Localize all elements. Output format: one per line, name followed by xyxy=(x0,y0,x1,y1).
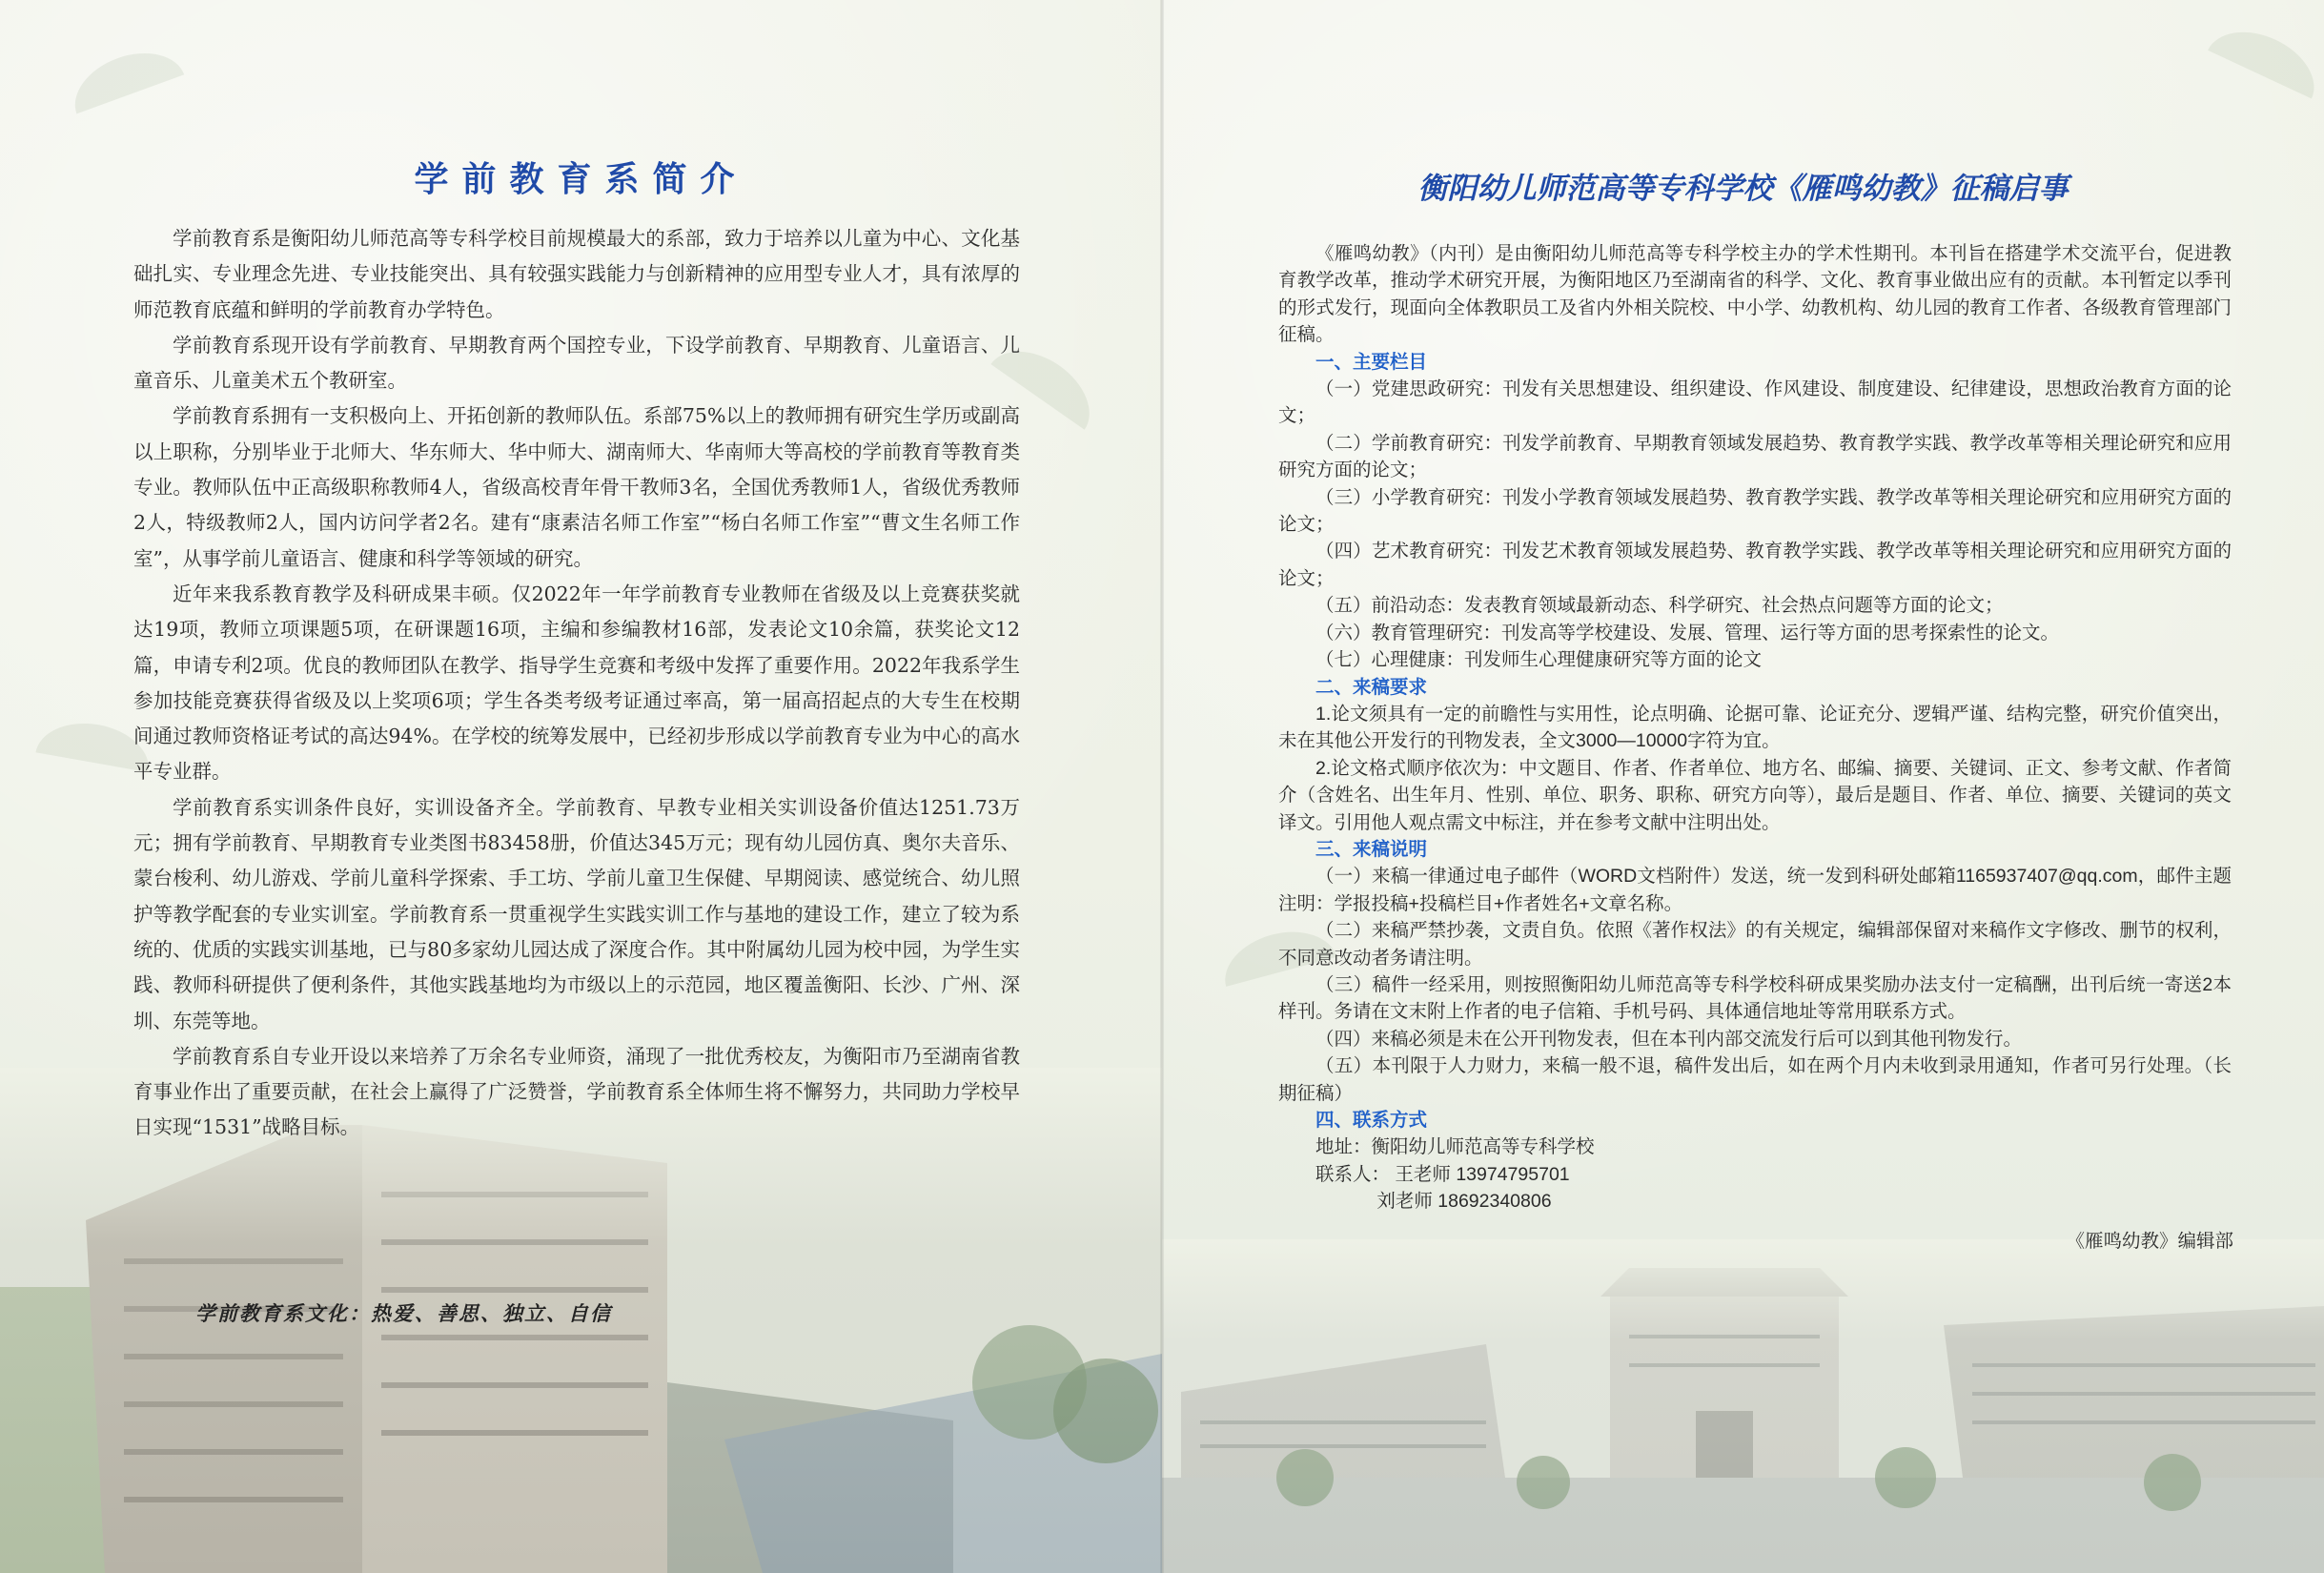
list-item: （四）来稿必须是未在公开刊物发表，但在本刊内部交流发行后可以到其他刊物发行。 xyxy=(1315,1028,2023,1050)
address: 地址：衡阳幼儿师范高等专科学校 xyxy=(1315,1136,1595,1158)
page-title: 学前教育系简介 xyxy=(414,160,748,199)
list-item: （二）来稿严禁抄袭，文责自负。依照《著作权法》的有关规定，编辑部保留对来稿作文字修改、删节的权利，不同意改动者务请注明。 xyxy=(1278,920,2232,969)
list-item: （一）党建思政研究：刊发有关思想建设、组织建设、作风建设、制度建设、纪律建设，思想政治教育方面的论文； xyxy=(1278,378,2232,427)
list-item: （四）艺术教育研究：刊发艺术教育领域发展趋势、教育教学实践、教学改革等相关理论研究和应用研究方面的论文； xyxy=(1278,541,2232,589)
paragraph: 学前教育系实训条件良好，实训设备齐全。学前教育、早教专业相关实训设备价值达1251.73万元；拥有学前教育、早期教育专业类图书83458册，价值达345万元；现有幼儿园仿真、奥尔夫音乐、蒙台梭利、幼儿游戏、学前儿童科学探索、手工坊、学前儿童卫生保健、早期阅读、感觉统合、幼儿照护等教学配套的专业实训室。学前教育系一贯重视学生实践实训工作与基地的建设工作，建立了较为系统的、优质的实践实训基地，已与80多家幼儿园达成了深度合作。其中附属幼儿园为校中园，为学生实践、教师科研提供了便利条件，其他实践基地均为市级以上的示范园，地区覆盖衡阳、长沙、广州、深圳、东莞等地。 xyxy=(133,795,1020,1032)
list-item: （三）小学教育研究：刊发小学教育领域发展趋势、教育教学实践、教学改革等相关理论研究和应用研究方面的论文； xyxy=(1278,486,2232,536)
contact-person: 联系人： 王老师 13974795701 xyxy=(1315,1163,1570,1185)
leaf-decoration xyxy=(2208,16,2324,99)
right-page xyxy=(1162,0,2324,1573)
call-for-papers-body xyxy=(1278,240,2232,1216)
section-heading: 一、主要栏目 xyxy=(1315,351,1428,373)
section-heading: 三、来稿说明 xyxy=(1315,838,1428,860)
paragraph: 学前教育系自专业开设以来培养了万余名专业师资，涌现了一批优秀校友，为衡阳市乃至湖南省教育事业作出了重要贡献，在社会上赢得了广泛赞誉，学前教育系全体师生将不懈努力，共同助力学校早日实现“1531”战略目标。 xyxy=(133,1044,1020,1139)
list-item: 1.论文须具有一定的前瞻性与实用性，论点明确、论据可靠、论证充分、逻辑严谨、结构完整，研究价值突出，未在其他公开发行的刊物发表，全文3000—10000字符为宜。 xyxy=(1278,703,2232,752)
intro-body xyxy=(133,221,1020,1146)
book-spine xyxy=(1160,0,1164,1573)
list-item: 2.论文格式顺序依次为：中文题目、作者、作者单位、地方名、邮编、摘要、关键词、正文、参考文献、作者简介（含姓名、出生年月、性别、单位、职务、职称、研究方向等），最后是题目、作者、单位、摘要、关键词的英文译文。引用他人观点需文中标注，并在参考文献中注明出处。 xyxy=(1278,757,2232,833)
list-item: （七）心理健康：刊发师生心理健康研究等方面的论文 xyxy=(1315,649,1763,671)
campus-rendering-image xyxy=(1162,1239,2324,1573)
page-title: 衡阳幼儿师范高等专科学校《雁鸣幼教》征稿启事 xyxy=(1417,172,2069,206)
list-item: （六）教育管理研究：刊发高等学校建设、发展、管理、运行等方面的思考探索性的论文。 xyxy=(1315,622,2060,644)
paragraph: 近年来我系教育教学及科研成果丰硕。仅2022年一年学前教育专业教师在省级及以上竞赛获奖就达19项，教师立项课题5项，在研课题16项，主编和参编教材16部，发表论文10余篇，获奖论文12篇，申请专利2项。优良的教师团队在教学、指导学生竞赛和考级中发挥了重要作用。2022年我系学生参加技能竞赛获得省级及以上奖项6项；学生各类考级考证通过率高，第一届高招起点的大专生在校期间通过教师资格证考试的高达94%。在学校的统筹发展中，已经初步形成以学前教育专业为中心的高水平专业群。 xyxy=(133,582,1020,784)
list-item: （五）前沿动态：发表教育领域最新动态、科学研究、社会热点问题等方面的论文； xyxy=(1315,595,2004,617)
paragraph: 学前教育系拥有一支积极向上、开拓创新的教师队伍。系部75%以上的教师拥有研究生学历或副高以上职称，分别毕业于北师大、华东师大、华中师大、湖南师大、华南师大等高校的学前教育等教育类专业。教师队伍中正高级职称教师4人，省级高校青年骨干教师3名，全国优秀教师1人，省级优秀教师2人，特级教师2人，国内访问学者2名。建有“康素洁名师工作室”“杨白名师工作室”“曹文生名师工作室”，从事学前儿童语言、健康和科学等领域的研究。 xyxy=(133,404,1020,570)
list-item: （二）学前教育研究：刊发学前教育、早期教育领域发展趋势、教育教学实践、教学改革等相关理论研究和应用研究方面的论文； xyxy=(1278,432,2232,481)
list-item: （三）稿件一经采用，则按照衡阳幼儿师范高等专科学校科研成果奖励办法支付一定稿酬，出刊后统一寄送2本样刊。务请在文末附上作者的电子信箱、手机号码、具体通信地址等常用联系方式。 xyxy=(1278,973,2232,1023)
editorial-signature: 《雁鸣幼教》编辑部 xyxy=(2066,1231,2233,1252)
leaf-decoration xyxy=(64,39,184,114)
section-heading: 二、来稿要求 xyxy=(1315,676,1428,698)
paragraph: 学前教育系现开设有学前教育、早期教育两个国控专业，下设学前教育、早期教育、儿童语言、儿童音乐、儿童美术五个教研室。 xyxy=(133,333,1020,393)
department-motto: 学前教育系文化：热爱、善思、独立、自信 xyxy=(195,1301,612,1325)
intro-paragraph: 《雁鸣幼教》（内刊）是由衡阳幼儿师范高等专科学校主办的学术性期刊。本刊旨在搭建学术交流平台，促进教育教学改革，推动学术研究开展，为衡阳地区乃至湖南省的科学、文化、教育事业做出应有的贡献。本刊暂定以季刊的形式发行，现面向全体教职员工及省内外相关院校、中小学、幼教机构、幼儿园的教育工作者、各级教育管理部门征稿。 xyxy=(1278,243,2232,346)
list-item: （五）本刊限于人力财力，来稿一般不退，稿件发出后，如在两个月内未收到录用通知，作者可另行处理。（长期征稿） xyxy=(1278,1055,2232,1104)
list-item: （一）来稿一律通过电子邮件（WORD文档附件）发送，统一发到科研处邮箱1165937407@qq.com，邮件主题注明：学报投稿+投稿栏目+作者姓名+文章名称。 xyxy=(1278,866,2232,914)
section-heading: 四、联系方式 xyxy=(1315,1110,1428,1131)
paragraph: 学前教育系是衡阳幼儿师范高等专科学校目前规模最大的系部，致力于培养以儿童为中心、文化基础扎实、专业理念先进、专业技能突出、具有较强实践能力与创新精神的应用型专业人才，具有浓厚的师范教育底蕴和鲜明的学前教育办学特色。 xyxy=(133,227,1020,321)
contact-person: 刘老师 18692340806 xyxy=(1376,1191,1552,1213)
